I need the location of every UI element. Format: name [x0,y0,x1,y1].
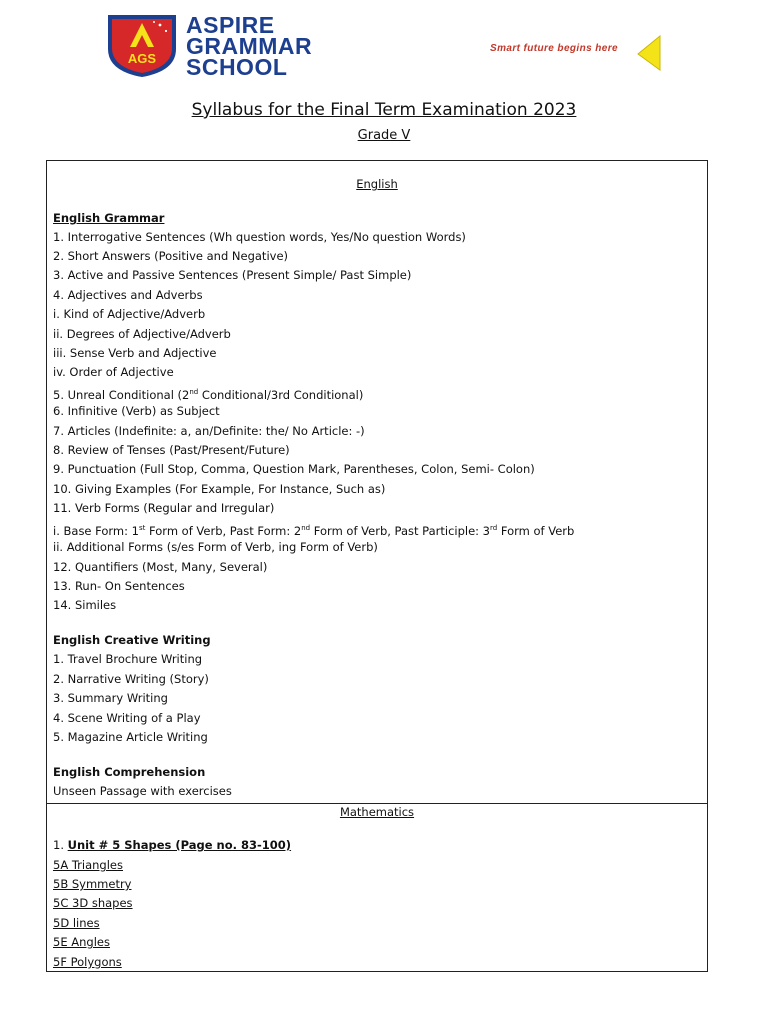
english-section-title: English [356,177,398,191]
list-item: iv. Order of Adjective [53,365,174,379]
list-item: ii. Degrees of Adjective/Adverb [53,327,231,341]
list-item: 5. Magazine Article Writing [53,730,208,744]
school-header [0,0,768,90]
list-item: 1. Travel Brochure Writing [53,652,203,666]
brand-line-2: GRAMMAR [186,33,313,59]
list-item: i. Kind of Adjective/Adverb [53,307,206,321]
list-item: 2. Short Answers (Positive and Negative) [53,249,289,263]
math-topic: 5A Triangles [53,858,123,872]
list-item: 3. Active and Passive Sentences (Present Simple/ Past Simple) [53,268,412,282]
list-item: 12. Quantifiers (Most, Many, Several) [53,560,268,574]
list-item: 4. Scene Writing of a Play [53,711,201,725]
brand-line-3: SCHOOL [186,54,288,80]
math-topic: 5F Polygons [53,955,122,969]
list-item: 14. Similes [53,598,117,612]
yellow-triangle-icon [636,34,662,72]
math-topic: 5B Symmetry [53,877,132,891]
creative-writing-heading: English Creative Writing [53,633,211,647]
syllabus-table [46,160,708,972]
list-item: 1. Interrogative Sentences (Wh question words, Yes/No question Words) [53,230,466,244]
list-item: 13. Run- On Sentences [53,579,185,593]
comprehension-text: Unseen Passage with exercises [53,784,232,798]
grade-label: Grade V [357,128,411,143]
math-unit-heading: 1. Unit # 5 Shapes (Page no. 83-100) [53,838,292,852]
brand-line-1: ASPIRE [186,12,275,38]
list-item: 11. Verb Forms (Regular and Irregular) [53,501,275,515]
school-shield-logo [106,13,178,79]
mathematics-section-title: Mathematics [339,805,415,819]
list-item: 6. Infinitive (Verb) as Subject [53,404,220,418]
list-item: 7. Articles (Indefinite: a, an/Definite: the/ No Article: -) [53,424,365,438]
math-topic: 5D lines [53,916,100,930]
math-topic: 5E Angles [53,935,110,949]
list-item: iii. Sense Verb and Adjective [53,346,217,360]
list-item: 9. Punctuation (Full Stop, Comma, Question Mark, Parentheses, Colon, Semi- Colon) [53,462,535,476]
list-item: ii. Additional Forms (s/es Form of Verb, ing Form of Verb) [53,540,378,554]
list-item: 3. Summary Writing [53,691,168,705]
comprehension-heading: English Comprehension [53,765,206,779]
section-divider [47,803,707,804]
math-topic: 5C 3D shapes [53,896,133,910]
list-item: 5. Unreal Conditional (2nd Conditional/3rd Conditional) [53,387,364,402]
logo-initials: AGS [127,51,157,66]
grammar-heading: English Grammar [53,211,165,225]
list-item: 8. Review of Tenses (Past/Present/Future) [53,443,290,457]
page-title: Syllabus for the Final Term Examination 2023 [191,100,577,120]
school-tagline: Smart future begins here [490,43,618,54]
list-item: i. Base Form: 1st Form of Verb, Past Form: 2nd Form of Verb, Past Participle: 3rd Form of Verb [53,523,575,538]
list-item: 10. Giving Examples (For Example, For Instance, Such as) [53,482,386,496]
list-item: 4. Adjectives and Adverbs [53,288,203,302]
list-item: 2. Narrative Writing (Story) [53,672,209,686]
school-name [186,12,313,80]
